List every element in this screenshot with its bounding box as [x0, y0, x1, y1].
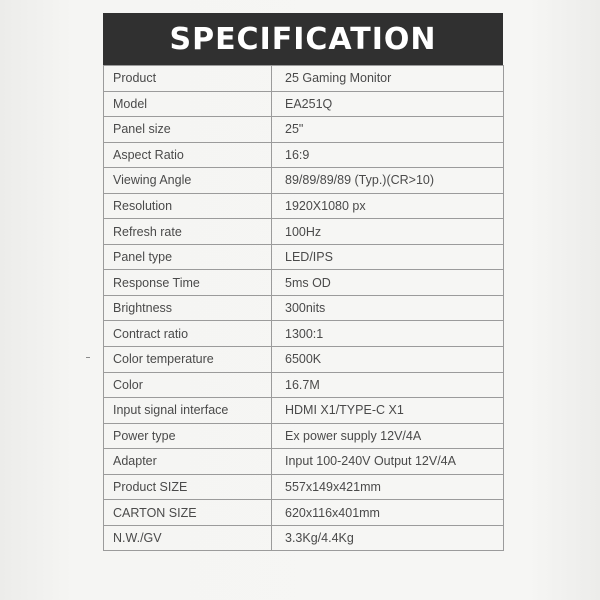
spec-value: 25" [272, 117, 504, 143]
spec-value: 1300:1 [272, 321, 504, 347]
spec-row [104, 168, 504, 194]
spec-value: 620x116x401mm [272, 500, 504, 526]
spec-value: 300nits [272, 295, 504, 321]
spec-row [104, 117, 504, 143]
spec-label: Adapter [104, 449, 272, 475]
spec-value: Ex power supply 12V/4A [272, 423, 504, 449]
spec-sheet [103, 13, 503, 551]
spec-row [104, 372, 504, 398]
spec-value: 16.7M [272, 372, 504, 398]
spec-row [104, 525, 504, 551]
spec-title: SPECIFICATION [103, 13, 503, 65]
spec-label: Product SIZE [104, 474, 272, 500]
spec-label: Refresh rate [104, 219, 272, 245]
spec-value: Input 100-240V Output 12V/4A [272, 449, 504, 475]
spec-label: Brightness [104, 295, 272, 321]
spec-label: CARTON SIZE [104, 500, 272, 526]
spec-label: Aspect Ratio [104, 142, 272, 168]
spec-label: Panel type [104, 244, 272, 270]
spec-value: 6500K [272, 347, 504, 373]
spec-label: Response Time [104, 270, 272, 296]
spec-value: 3.3Kg/4.4Kg [272, 525, 504, 551]
spec-row [104, 321, 504, 347]
spec-row [104, 398, 504, 424]
spec-row [104, 500, 504, 526]
spec-row [104, 91, 504, 117]
spec-label: Product [104, 66, 272, 92]
spec-label: Resolution [104, 193, 272, 219]
spec-row [104, 193, 504, 219]
spec-value: 25 Gaming Monitor [272, 66, 504, 92]
spec-label: Power type [104, 423, 272, 449]
spec-row [104, 295, 504, 321]
spec-row [104, 449, 504, 475]
spec-value: 5ms OD [272, 270, 504, 296]
spec-label: Input signal interface [104, 398, 272, 424]
spec-row [104, 142, 504, 168]
spec-label: Color [104, 372, 272, 398]
spec-value: 1920X1080 px [272, 193, 504, 219]
spec-label: Contract ratio [104, 321, 272, 347]
stray-mark [86, 357, 90, 358]
spec-value: HDMI X1/TYPE-C X1 [272, 398, 504, 424]
spec-row [104, 66, 504, 92]
spec-value: 89/89/89/89 (Typ.)(CR>10) [272, 168, 504, 194]
spec-row [104, 423, 504, 449]
spec-value: 557x149x421mm [272, 474, 504, 500]
spec-row [104, 270, 504, 296]
spec-row [104, 347, 504, 373]
spec-row [104, 219, 504, 245]
spec-row [104, 244, 504, 270]
spec-label: Panel size [104, 117, 272, 143]
spec-row [104, 474, 504, 500]
spec-value: LED/IPS [272, 244, 504, 270]
spec-value: 100Hz [272, 219, 504, 245]
spec-table [103, 65, 504, 551]
spec-value: EA251Q [272, 91, 504, 117]
spec-label: Model [104, 91, 272, 117]
spec-label: Color temperature [104, 347, 272, 373]
spec-label: Viewing Angle [104, 168, 272, 194]
spec-label: N.W./GV [104, 525, 272, 551]
spec-value: 16:9 [272, 142, 504, 168]
